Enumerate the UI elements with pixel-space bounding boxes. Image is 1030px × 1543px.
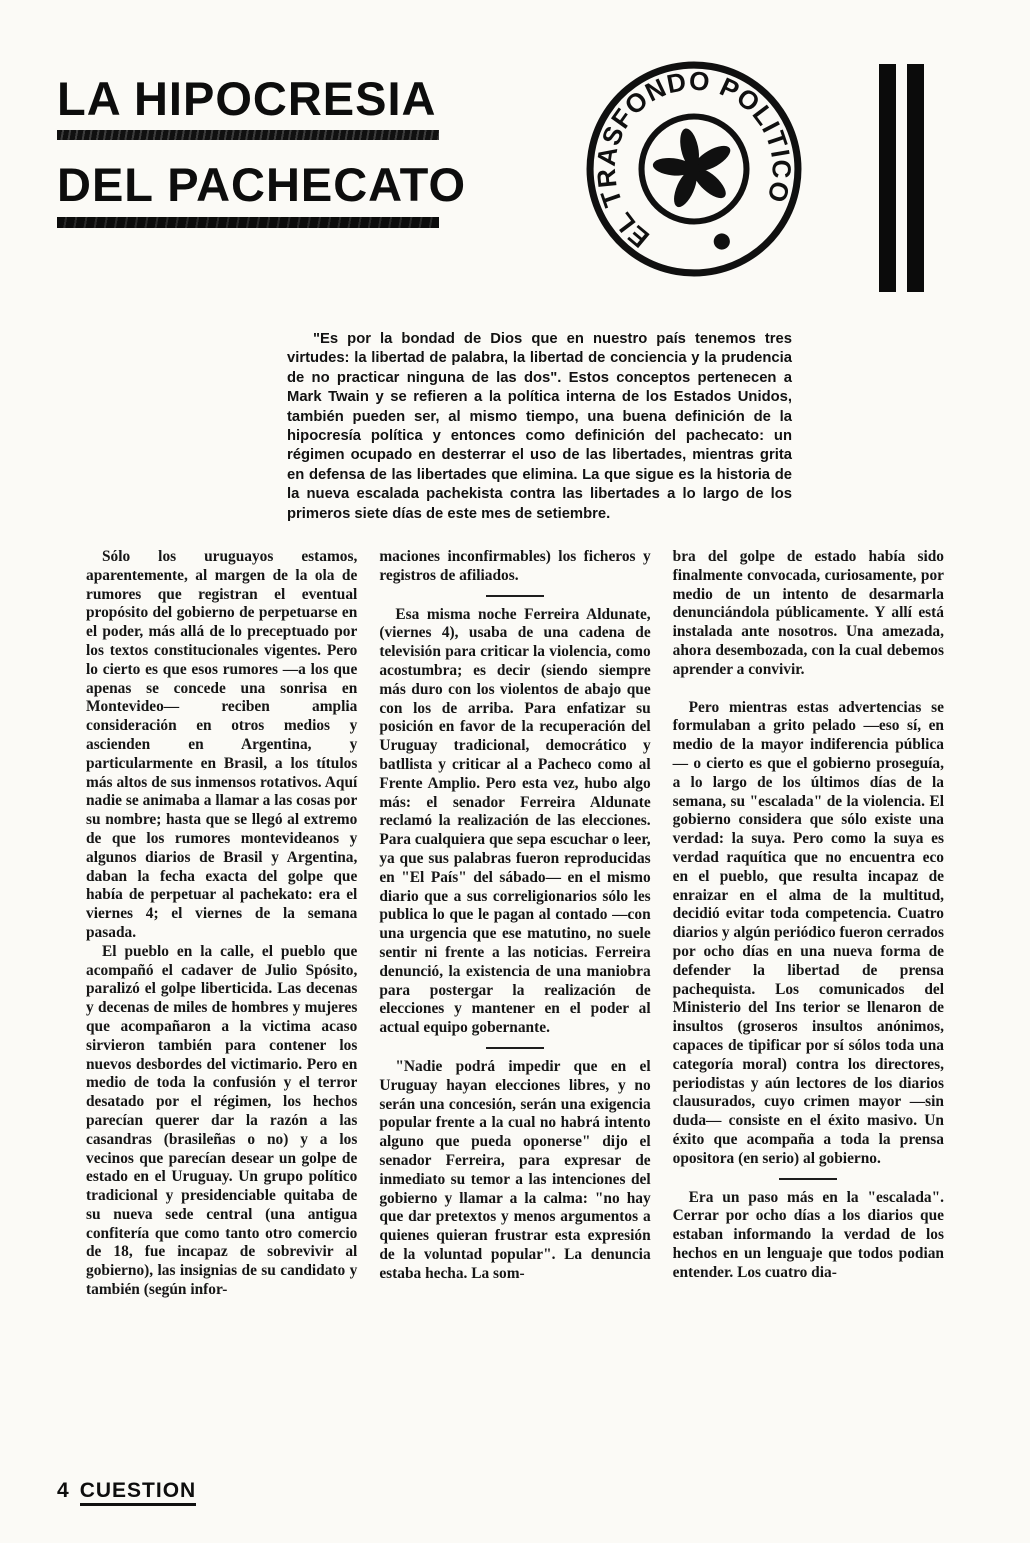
body-paragraph: Sólo los uruguayos estamos, aparentemente, al margen de la ola de rumores que registran el eventual propósito del gobierno de perpetuarse en el poder, más allá de lo preceptuado por los textos constitucionales vigentes. Pero lo cierto es que esos rumores —a los que apenas se concede una sonrisa en Montevideo— reciben amplia consideración en otros medios y ascienden en Argentina, y particularmente en Brasil, a los títulos más altos de sus inmensos rotativos. Aquí nadie se animaba a llamar a las cosas por su nombre; hasta que se llegó al extremo de que los rumores montevideanos y algunos diarios de Brasil y Argentina, daban la fecha exacta del golpe que había de perpetuar al pachekato: era el viernes 4; el viernes de la semana pasada.: [86, 548, 358, 941]
title-line-1: LA HIPOCRESIA: [57, 72, 437, 125]
page-number: 4: [57, 1479, 70, 1502]
title-underline-2: [57, 217, 439, 228]
title-underline-1: [57, 130, 439, 140]
corner-bar: [879, 64, 896, 292]
body-paragraph: bra del golpe de estado había sido finalmente convocada, curiosamente, por medio de un intento de desarmarla denunciándola públicamente. Y allí está instalada ante nosotros. Una amezada, ahora desembozada, con la cual debemos aprender a convivir.: [672, 548, 944, 678]
footer-title: CUESTION: [80, 1479, 197, 1506]
body-paragraph: "Nadie podrá impedir que en el Uruguay hayan elecciones libres, y no serán una concesión, serán una exigencia popular frente a la cual no habrá intento alguno que pueda oponerse" dijo el senador Ferreira, para expresar de inmediato su temor a las intenciones del gobierno y llamar a la calma: "no hay que dar pretextos y menos argumentos a quienes quieran frustrar esta expresión de la voluntad popular". La denuncia estaba hecha. La som-: [379, 1057, 651, 1282]
body-paragraph: Esa misma noche Ferreira Aldunate, (viernes 4), usaba de una cadena de televisión para criticar la violencia, como acostumbra; es decir (siendo siempre más duro con los violentos de abajo que con los de arriba. Para enfatizar su posición en favor de la recuperación del Uruguay tradicional, democrático y batllista y criticar al a Pacheco como al Frente Amplio. Pero esta vez, hubo algo más: el senador Ferreira Aldunate reclamó la realización de las elecciones. Para cualquiera que sepa escuchar o leer, ya que sus palabras fueron reproducidas en "El País" del sábado— en el mismo diario que a sus correligionarios sólo les publica lo que le pagan al contado —con una urgencia que ese matutino, no suele sentir ni frente a las noticias. Ferreira denunció, la existencia de una maniobra para postergar la realización de elecciones y mantener en el poder al actual equipo gobernante.: [379, 605, 651, 1037]
body-paragraph: Era un paso más en la "escalada". Cerrar por ocho días a los diarios que estaban informando la verdad de los hechos en un lenguaje que todos podian entender. Los cuatro dia-: [672, 1188, 944, 1281]
article-body: [86, 548, 944, 1300]
corner-bar: [907, 64, 924, 292]
stamp-flower-icon: [644, 120, 743, 216]
corner-bars-decoration: [879, 64, 924, 292]
body-paragraph: maciones inconfirmables) los ficheros y registros de afiliados.: [379, 548, 651, 584]
trasfondo-politico-stamp: [562, 37, 825, 300]
body-paragraph: El pueblo en la calle, el pueblo que acompañó el cadaver de Julio Spósito, paralizó el golpe liberticida. Las decenas y decenas de miles de hombres y mujeres que acompañaron a la victima acaso sirvieron también para contener los nuevos desbordes del victimario. Pero en medio de toda la confusión y el terror desatado por el régimen, los hechos parecían querer dar la razón a las casandras (brasileñas o no) y a los vecinos que parecían desear un golpe de estado en el Uruguay. Un grupo político tradicional y presidenciable quitaba de su nueva sede central (una antigua confitería que como tanto otro comercio de 18, fue incapaz de sobrevivir al gobierno), las insignias de su candidato y también (según infor-: [86, 942, 358, 1299]
page-footer: [57, 1479, 196, 1503]
section-divider: [486, 1047, 544, 1049]
section-divider: [779, 1178, 837, 1180]
column-1: [86, 548, 357, 1300]
article-title: [57, 72, 467, 248]
stamp-ring-text: EL TRASFONDO POLITICO: [590, 65, 797, 254]
intro-paragraph: "Es por la bondad de Dios que en nuestro país tenemos tres virtudes: la libertad de palabra, la libertad de conciencia y la prudencia de no practicar ninguna de las dos". Estos conceptos pertenecen a Mark Twain y se refieren a la política interna de los Estados Unidos, también pueden ser, al mismo tiempo, una buena definición de la hipocresía política y entonces como definición del pachecato: un régimen ocupado en desterrar el uso de las libertades, mientras grita en defensa de las libertades que elimina. La que sigue es la historia de la nueva escalada pachekista contra las libertades a lo largo de los primeros siete días de este mes de setiembre.: [287, 331, 792, 522]
body-paragraph: Pero mientras estas advertencias se formulaban a grito pelado —eso sí, en medio de la mayor indiferencia pública — o cierto es que el gobierno proseguía, a lo largo de los últimos días de la semana, su "escalada" de la violencia. El gobierno considera que sólo existe una verdad: la suya. Pero como la suya es verdad raquítica que no encuentra eco en el pueblo, que resulta incapaz de enraizar en el alma de la multitud, decidió evitar toda competencia. Cuatro diarios y algún periódico fueron cerrados por ocho días en una nueva forma de defender la libertad de prensa pachequista. Los comunicados del Ministerio del Ins terior se llenaron de insultos (groseros insultos anónimos, capaces de tipificar por sí sólos toda una categoría moral) contra los directores, periodistas y aún lectores de los diarios clausurados, cuyo crimen mayor —sin duda— consiste en el éxito masivo. Un éxito que acompaña a toda la prensa opositora (en serio) al gobierno.: [672, 698, 944, 1167]
section-divider: [486, 595, 544, 597]
stamp-graphic: [562, 37, 825, 300]
column-3: [673, 548, 944, 1300]
stamp-dot: [712, 232, 731, 251]
column-2: [379, 548, 650, 1300]
title-line-2: DEL PACHECATO: [57, 158, 467, 212]
